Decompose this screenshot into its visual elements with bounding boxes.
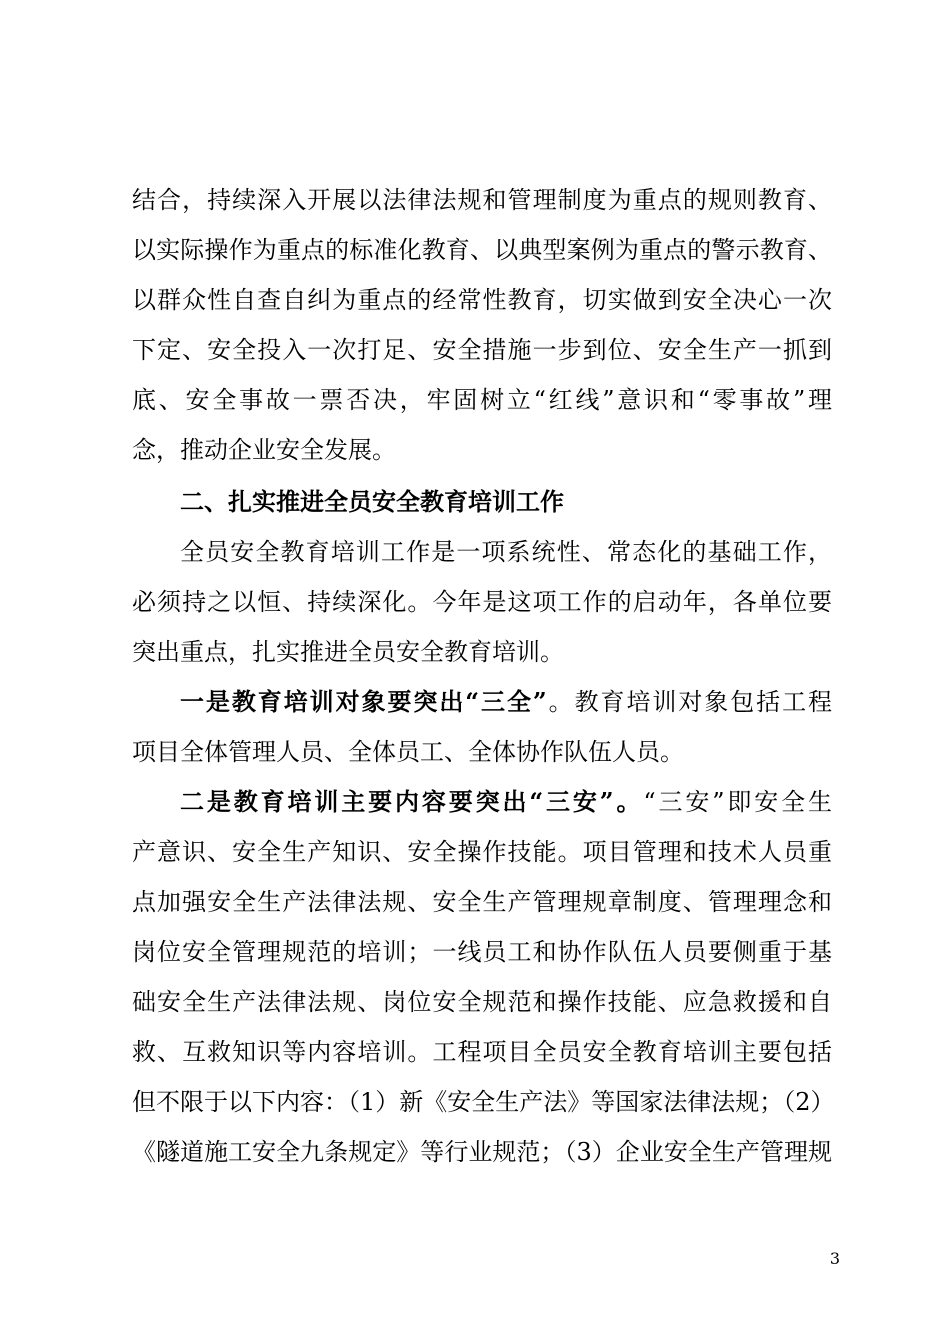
body-text-line: 但不限于以下内容：（1）新《安全生产法》等国家法律法规；（2） <box>132 1088 835 1116</box>
body-text-line: 以实际操作为重点的标准化教育、以典型案例为重点的警示教育、 <box>132 236 832 264</box>
body-text-line: 必须持之以恒、持续深化。今年是这项工作的启动年，各单位要 <box>132 588 832 616</box>
body-text-span: “三安”即安全生 <box>643 788 832 816</box>
page-number: 3 <box>829 1249 840 1268</box>
body-text-line: 以群众性自查自纠为重点的经常性教育，切实做到安全决心一次 <box>132 286 832 314</box>
body-text-line: 全员安全教育培训工作是一项系统性、常态化的基础工作， <box>180 538 832 566</box>
body-text-line: 项目全体管理人员、全体员工、全体协作队伍人员。 <box>132 738 684 766</box>
body-text-line: 《隧道施工安全九条规定》等行业规范；（3）企业安全生产管理规 <box>132 1138 832 1166</box>
body-text-line: 救、互救知识等内容培训。工程项目全员安全教育培训主要包括 <box>132 1038 832 1066</box>
section-heading: 二、扎实推进全员安全教育培训工作 <box>180 488 564 516</box>
bold-lead-phrase: 二是教育培训主要内容要突出“三安”。 <box>180 787 644 816</box>
body-text-line: 结合，持续深入开展以法律法规和管理制度为重点的规则教育、 <box>132 186 832 214</box>
body-text-span: 。教育培训对象包括工程 <box>546 688 833 716</box>
bold-lead-phrase: 一是教育培训对象要突出“三全” <box>180 687 547 716</box>
body-text-line: 点加强安全生产法律法规、安全生产管理规章制度、管理理念和 <box>132 888 832 916</box>
body-text-line: 础安全生产法律法规、岗位安全规范和操作技能、应急救援和自 <box>132 988 832 1016</box>
body-text-line: 底、安全事故一票否决，牢固树立“红线”意识和“零事故”理 <box>132 386 832 414</box>
body-text-line: 突出重点，扎实推进全员安全教育培训。 <box>132 638 564 666</box>
body-text-line: 下定、安全投入一次打足、安全措施一步到位、安全生产一抓到 <box>132 336 832 364</box>
body-text-line: 产意识、安全生产知识、安全操作技能。项目管理和技术人员重 <box>132 838 832 866</box>
paragraph-first-line <box>180 684 832 720</box>
body-text-line: 念，推动企业安全发展。 <box>132 436 396 464</box>
body-text-line: 岗位安全管理规范的培训；一线员工和协作队伍人员要侧重于基 <box>132 938 832 966</box>
paragraph-first-line <box>180 784 832 820</box>
